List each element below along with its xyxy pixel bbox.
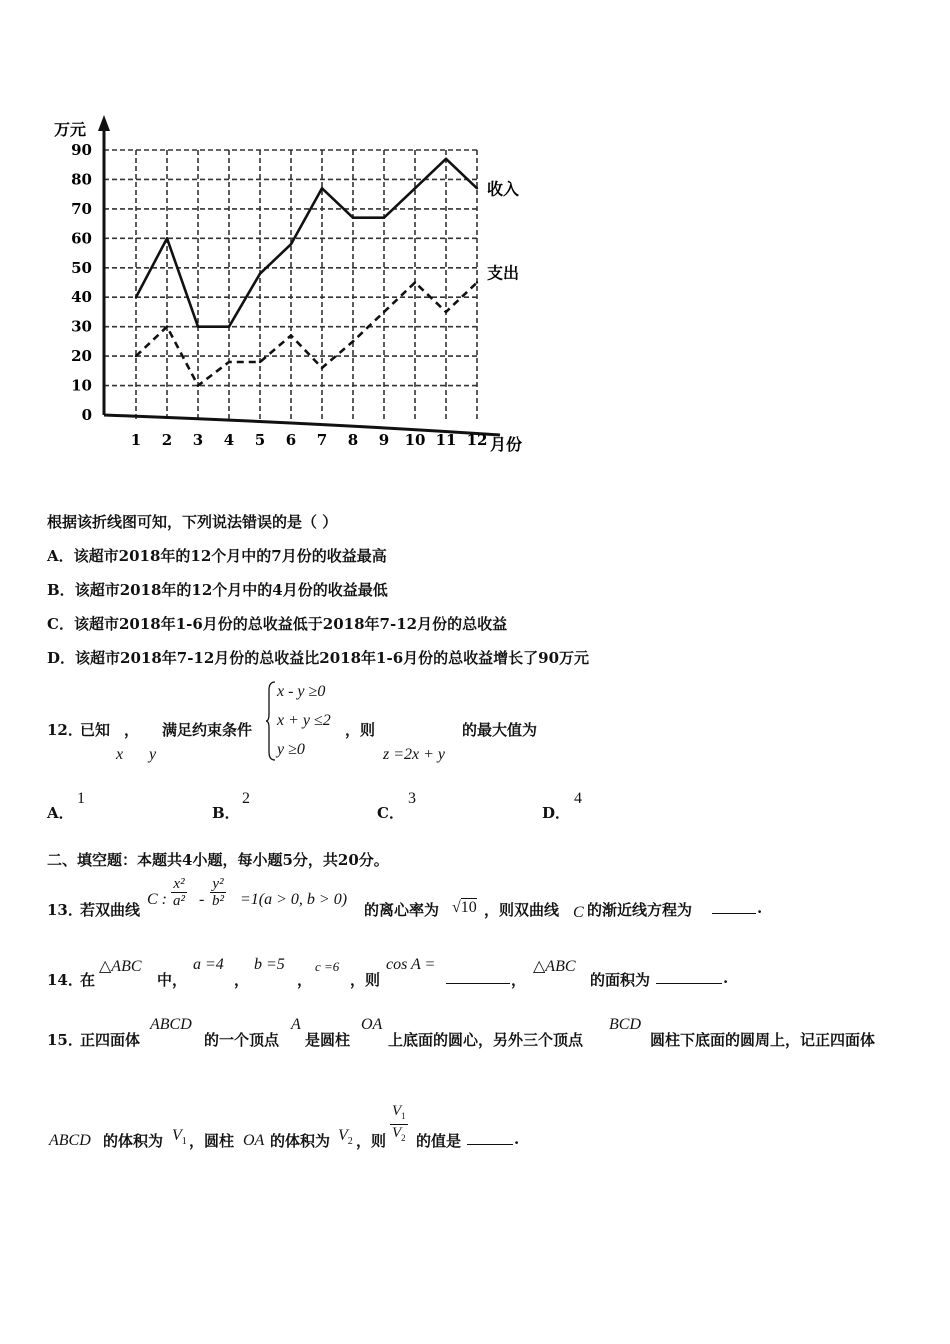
x-tick-label: 12 — [466, 431, 488, 449]
y-axis-arrow — [98, 115, 110, 131]
section-2-title: 二、填空题：本题共4小题，每小题5分，共20分。 — [47, 851, 389, 869]
q11-option-a[interactable] — [47, 545, 387, 566]
q15-text-3: 是圆柱 — [305, 1031, 351, 1049]
v2-subscript: 2 — [347, 1136, 353, 1148]
option-label: B． — [47, 581, 75, 599]
q14-cos-a: cos A = — [386, 956, 436, 973]
q13-fraction-y — [210, 876, 226, 909]
q15-vertices-bcd: BCD — [609, 1016, 641, 1033]
x-tick-label: 9 — [378, 431, 390, 449]
data-point — [321, 367, 323, 369]
q12-comma: ， — [124, 721, 140, 739]
denominator — [390, 1125, 408, 1146]
q12-option-d[interactable] — [542, 802, 570, 823]
q15-tetrahedron-2: ABCD — [49, 1132, 91, 1149]
data-point — [414, 281, 416, 283]
q15-cylinder: OA — [361, 1016, 383, 1033]
q11-option-d[interactable] — [47, 647, 589, 668]
q15-text-6: 的体积为 — [103, 1132, 164, 1150]
option-text: 该超市2018年1-6月份的总收益低于2018年7-12月份的总收益 — [73, 615, 508, 633]
q12-constraint-3: y ≥0 — [277, 741, 305, 758]
x-tick-label: 11 — [435, 431, 457, 449]
q14-sep-3: ， — [511, 971, 527, 989]
q12-objective: z =2x + y — [383, 746, 446, 763]
data-point — [352, 217, 354, 219]
data-point — [414, 187, 416, 189]
ratio-v1: V — [392, 1103, 402, 1119]
data-point — [166, 237, 168, 239]
option-text: 该超市2018年7-12月份的总收益比2018年1-6月份的总收益增长了90万元 — [75, 649, 590, 667]
q15-volume-ratio — [390, 1103, 408, 1146]
data-point — [383, 217, 385, 219]
q15-tetrahedron: ABCD — [150, 1016, 192, 1033]
radicand: 10 — [460, 899, 477, 916]
q12-constraint-1: x - y ≥0 — [277, 683, 326, 700]
q13-answer-blank[interactable] — [712, 899, 756, 914]
series-label: 支出 — [487, 263, 520, 283]
numerator — [390, 1103, 408, 1125]
data-point — [228, 361, 230, 363]
q12-brace — [265, 680, 277, 762]
option-label: C． — [377, 804, 404, 822]
x-tick-label: 5 — [254, 431, 266, 449]
q12-option-c[interactable] — [377, 802, 404, 823]
q15-answer-blank[interactable] — [467, 1130, 513, 1145]
x-tick-label: 10 — [404, 431, 426, 449]
ratio-sub2: 2 — [401, 1133, 406, 1143]
denominator: a² — [173, 893, 185, 909]
data-point — [290, 243, 292, 245]
q14-side-c: c =6 — [315, 959, 340, 974]
q13-text-1: 若双曲线 — [80, 901, 141, 919]
q15-text-10: 的值是 — [416, 1132, 462, 1150]
v1-subscript: 1 — [181, 1136, 187, 1148]
q12-text-1: 已知 — [80, 721, 111, 739]
q14-text-3: ，则 — [350, 971, 381, 989]
option-label: D． — [47, 649, 76, 667]
q14-answer-blank-1[interactable] — [446, 969, 510, 984]
q13-fraction-x — [171, 876, 187, 909]
q13-condition: =1(a > 0, b > 0) — [240, 891, 348, 908]
income-expense-line-chart — [40, 105, 600, 465]
y-tick-label: 90 — [71, 141, 92, 159]
series-line-income — [136, 159, 477, 327]
data-point — [476, 281, 478, 283]
q15-v1 — [172, 1127, 187, 1147]
q12-constraint-2: x + y ≤2 — [277, 712, 331, 729]
q13-end: . — [757, 899, 763, 917]
q14-triangle-2: △ABC — [533, 958, 576, 975]
q12-var-x: x — [116, 746, 124, 763]
data-point — [259, 361, 261, 363]
y-tick-label: 60 — [71, 229, 92, 248]
q12-option-a-value: 1 — [77, 790, 85, 807]
data-point — [197, 325, 199, 327]
y-tick-label: 40 — [71, 288, 92, 307]
ratio-sub1: 1 — [401, 1111, 406, 1121]
data-point — [321, 187, 323, 189]
y-tick-label: 30 — [71, 317, 92, 336]
q12-text-3: ，则 — [345, 721, 376, 739]
q13-curve-c: C — [573, 904, 584, 921]
q12-number: 12． — [47, 721, 83, 739]
q14-text-4: 的面积为 — [590, 971, 651, 989]
option-label: B． — [212, 804, 240, 822]
data-point — [197, 384, 199, 386]
q12-option-b-value: 2 — [242, 790, 250, 807]
q14-text-2: 中， — [157, 971, 188, 989]
q14-text-1: 在 — [80, 971, 96, 989]
data-point — [259, 272, 261, 274]
series-label: 收入 — [487, 179, 520, 199]
q14-sep-1: ， — [234, 971, 250, 989]
q12-option-d-value: 4 — [574, 790, 582, 807]
q13-text-2: 的离心率为 — [364, 901, 440, 919]
y-axis-title: 万元 — [54, 120, 87, 139]
x-tick-label: 6 — [285, 431, 297, 449]
ratio-v2: V — [392, 1125, 402, 1141]
q15-text-2: 的一个顶点 — [204, 1031, 280, 1049]
x-tick-label: 2 — [161, 431, 173, 449]
y-tick-label: 70 — [71, 199, 92, 218]
q15-text-9: ，则 — [356, 1132, 387, 1150]
q14-triangle-1: △ABC — [99, 958, 142, 975]
q11-option-b[interactable] — [47, 579, 388, 600]
y-tick-label: 10 — [71, 376, 92, 395]
q13-curve-name: C : — [147, 891, 167, 908]
q14-answer-blank-2[interactable] — [656, 969, 722, 984]
x-tick-label: 4 — [223, 431, 235, 449]
q11-option-c[interactable] — [47, 613, 507, 634]
x-tick-label: 3 — [192, 431, 204, 449]
data-point — [445, 311, 447, 313]
q13-number: 13． — [47, 901, 83, 919]
q14-sep-2: ， — [297, 971, 313, 989]
q13-text-4: 的渐近线方程为 — [587, 901, 693, 919]
q14-end: . — [723, 969, 729, 987]
data-point — [476, 187, 478, 189]
data-point — [228, 325, 230, 327]
x-tick-label: 8 — [347, 431, 359, 449]
y-tick-label: 0 — [81, 406, 92, 424]
q15-text-8: 的体积为 — [270, 1132, 331, 1150]
data-point — [166, 325, 168, 327]
q15-text-1: 正四面体 — [80, 1031, 141, 1049]
data-point — [290, 334, 292, 336]
q12-var-y: y — [149, 746, 157, 763]
q15-cylinder-2: OA — [243, 1132, 265, 1149]
q14-number: 14． — [47, 971, 83, 989]
data-point — [445, 158, 447, 160]
q12-text-4: 的最大值为 — [462, 721, 538, 739]
sqrt-icon: √ — [452, 899, 461, 916]
data-point — [135, 296, 137, 298]
v2-symbol: V — [338, 1127, 348, 1144]
x-tick-label: 7 — [316, 431, 328, 449]
q15-number: 15． — [47, 1031, 83, 1049]
y-tick-label: 20 — [71, 347, 92, 366]
numerator: x² — [171, 876, 187, 893]
option-label: D． — [542, 804, 571, 822]
q12-option-a[interactable] — [47, 802, 74, 823]
q12-option-c-value: 3 — [408, 790, 416, 807]
q14-side-b: b =5 — [254, 956, 285, 973]
v1-symbol: V — [172, 1127, 182, 1144]
data-point — [383, 311, 385, 313]
q12-option-b[interactable] — [212, 802, 240, 823]
denominator: b² — [212, 893, 224, 909]
q12-text-2: 满足约束条件 — [162, 721, 253, 739]
x-axis-title: 月份 — [490, 435, 523, 454]
q15-text-7: ，圆柱 — [189, 1132, 235, 1150]
q15-text-4: 上底面的圆心，另外三个顶点 — [388, 1031, 584, 1049]
y-tick-label: 50 — [71, 258, 92, 277]
option-label: C． — [47, 615, 74, 633]
option-text: 该超市2018年的12个月中的7月份的收益最高 — [73, 547, 387, 565]
q15-vertex-a: A — [291, 1016, 301, 1033]
q15-text-5: 圆柱下底面的圆周上，记正四面体 — [650, 1031, 876, 1049]
q13-text-3: ，则双曲线 — [484, 901, 560, 919]
q13-sqrt — [452, 899, 477, 917]
q11-stem: 根据该折线图可知，下列说法错误的是（ ） — [47, 513, 338, 531]
q14-side-a: a =4 — [193, 956, 224, 973]
option-label: A． — [47, 547, 74, 565]
data-point — [352, 340, 354, 342]
x-tick-label: 1 — [130, 431, 142, 449]
option-text: 该超市2018年的12个月中的4月份的收益最低 — [74, 581, 388, 599]
q13-minus: - — [199, 891, 205, 908]
data-point — [135, 355, 137, 357]
q15-v2 — [338, 1127, 353, 1147]
y-tick-label: 80 — [71, 170, 92, 189]
q15-end: . — [514, 1130, 520, 1148]
numerator: y² — [210, 876, 226, 893]
option-label: A． — [47, 804, 74, 822]
